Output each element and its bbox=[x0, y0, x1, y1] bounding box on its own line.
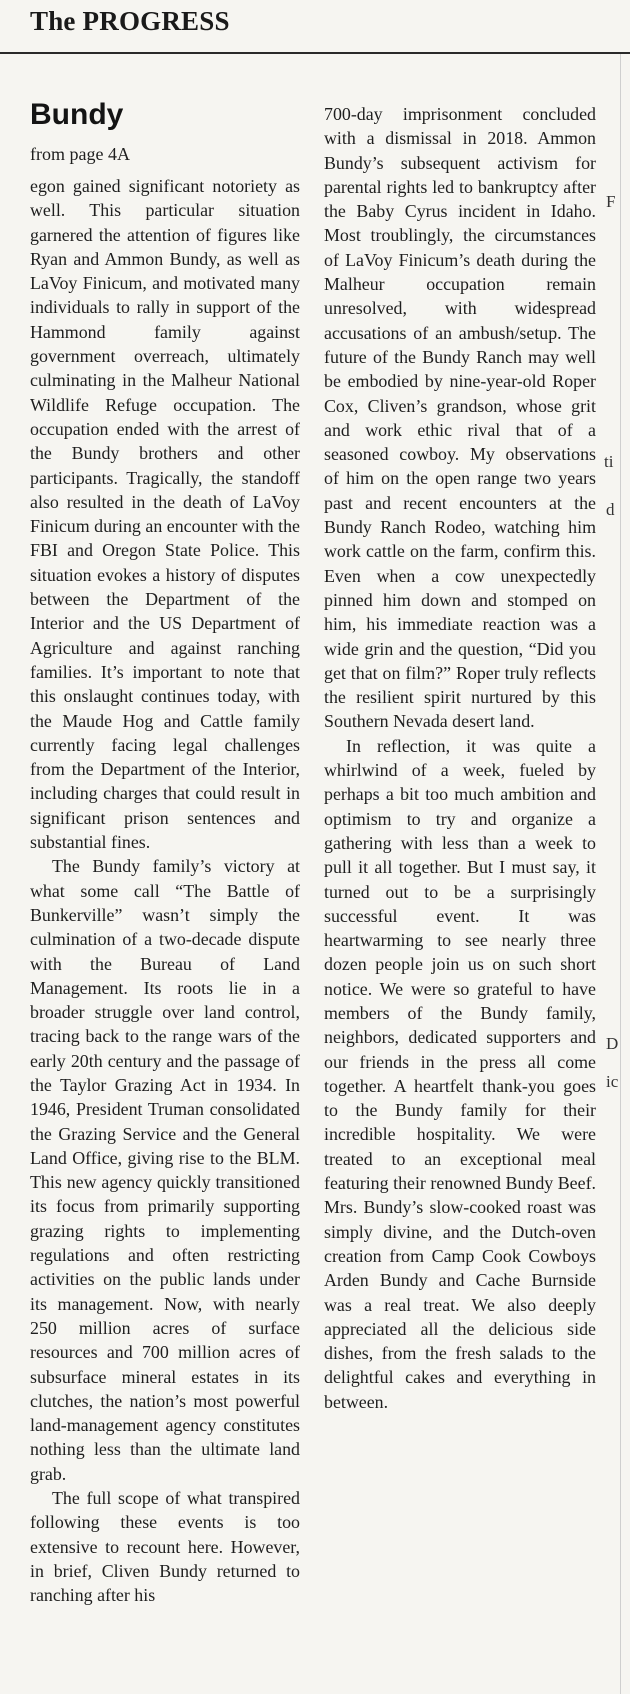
masthead-rule bbox=[0, 52, 630, 54]
paragraph: egon gained significant notoriety as well. This particular situation garnered the attention of figures like Ryan and Ammon Bundy, as well as LaVoy Finicum, and motivated many individuals to rally in support of the Hammond family against government overreach, ultimately culminating in the Malheur National Wildlife Refuge occupation. The occupation ended with the arrest of the Bundy brothers and other participants. Tragically, the standoff also resulted in the death of LaVoy Finicum during an encounter with the FBI and Oregon State Police. This situation evokes a history of disputes between the Department of the Interior and the US Department of Agriculture and against ranching families. It’s important to note that this onslaught continues today, with the Maude Hog and Cattle family currently facing legal challenges from the Department of the Interior, including charges that could result in significant prison sentences and substantial fines. bbox=[30, 176, 300, 853]
adjacent-column-fragment: d bbox=[606, 500, 615, 519]
headline: Bundy bbox=[30, 98, 124, 131]
adjacent-column-fragment: ti bbox=[604, 452, 614, 471]
paragraph: The Bundy family’s victory at what some call “The Battle of Bunkerville” wasn’t simply the culmination of a two-decade dispute with the Bureau of Land Management. Its roots lie in a broader struggle over land control, tracing back to the range wars of the early 20th century and the passage of the Taylor Grazing Act in 1934. In 1946, President Truman consolidated the Grazing Service and the General Land Office, giving rise to the BLM. This new agency quickly transitioned its focus from primarily supporting grazing rights to implementing regulations and often restricting activities on the public lands under its management. Now, with nearly 250 million acres of surface resources and 700 million acres of subsurface mineral estates in its clutches, the nation’s most powerful land-management agency constitutes nothing less than the ultimate land grab. bbox=[30, 856, 300, 1484]
paragraph: The full scope of what transpired following these events is too extensive to recount here. However, in brief, Cliven Bundy returned to ranching after his bbox=[30, 1488, 300, 1606]
paragraph: In reflection, it was quite a whirlwind of a week, fueled by perhaps a bit too much ambition and optimism to try and organize a gathering with less than a week to pull it all together. But I must say, it turned out to be a surprisingly successful event. It was heartwarming to see nearly three dozen people join us on such short notice. We were so grateful to have members of the Bundy family, neighbors, dedicated supporters and our friends in the press all come together. A heartfelt thank-you goes to the Bundy family for their incredible hospitality. We were treated to an exceptional meal featuring their renowned Bundy Beef. Mrs. Bundy’s slow-cooked roast was simply divine, and the Dutch-oven creation from Camp Cook Cowboys Arden Bundy and Cache Burnside was a real treat. We also deeply appreciated all the delicious side dishes, from the fresh salads to the delightful cakes and everything in between. bbox=[324, 735, 596, 1412]
article-column-2 bbox=[324, 102, 596, 1414]
jump-line: from page 4A bbox=[30, 144, 130, 164]
masthead: The PROGRESS bbox=[30, 6, 230, 36]
paragraph: 700-day imprisonment concluded with a dismissal in 2018. Ammon Bundy’s subsequent activism for parental rights led to bankruptcy after the Baby Cyrus incident in Idaho. Most troublingly, the circumstances of LaVoy Finicum’s death during the Malheur occupation remain unresolved, with widespread accusations of an ambush/setup. The future of the Bundy Ranch may well be embodied by nine-year-old Roper Cox, Cliven’s grandson, whose grit and work ethic rival that of a seasoned cowboy. My observations of him on the open range two years past and recent encounters at the Bundy Ranch Rodeo, watching him work cattle on the farm, confirm this. Even when a cow unexpectedly pinned him down and stomped on him, his immediate reaction was a wide grin and the question, “Did you get that on film?” Roper truly reflects the resilient spirit nurtured by this Southern Nevada desert land. bbox=[324, 104, 596, 732]
article-column-1 bbox=[30, 174, 300, 1608]
adjacent-column-fragment: F bbox=[606, 192, 616, 211]
column-divider bbox=[620, 54, 621, 1694]
adjacent-column-fragment: D bbox=[606, 1034, 619, 1053]
adjacent-column-fragment: ic bbox=[606, 1072, 619, 1091]
